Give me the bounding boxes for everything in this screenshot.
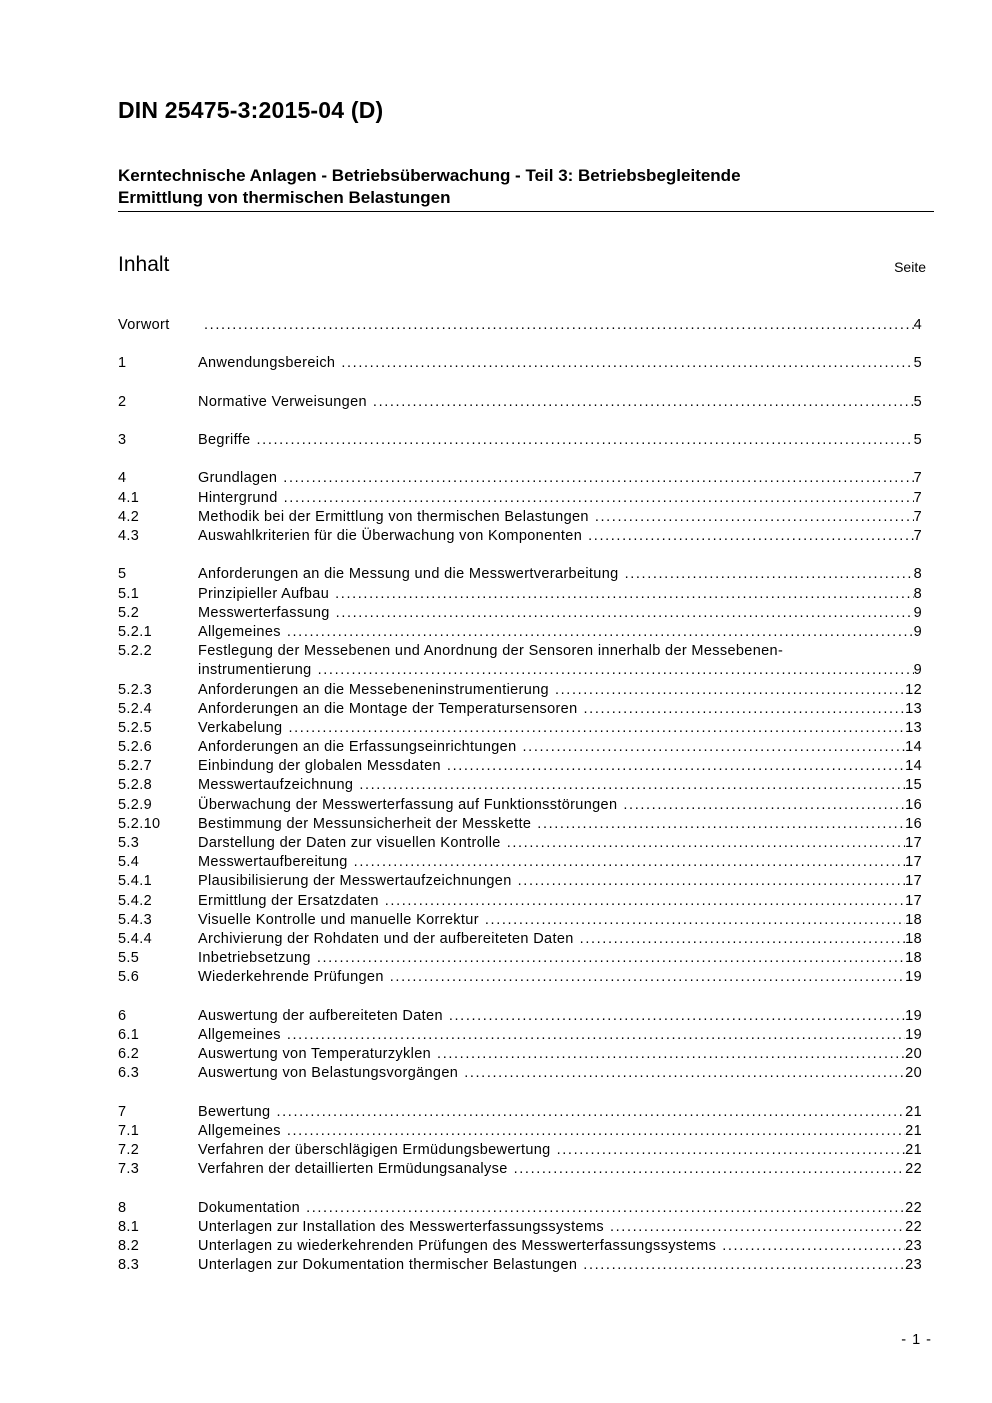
toc-dot-leader: [625, 565, 914, 584]
toc-entry-page: 7: [913, 528, 922, 545]
toc-entry-page: 21: [905, 1103, 922, 1120]
toc-dot-leader: [584, 700, 906, 719]
document-title: [118, 165, 934, 212]
toc-entry-number: 7: [118, 1103, 127, 1120]
toc-entry-title: Messwerterfassung: [198, 604, 330, 621]
toc-entry-page: 17: [905, 854, 922, 871]
toc-entry-page: 7: [913, 508, 922, 525]
toc-dot-leader: [335, 585, 913, 604]
toc-entry[interactable]: [118, 757, 922, 776]
toc-entry-number: 4: [118, 470, 127, 487]
toc-entry[interactable]: [118, 968, 922, 987]
toc-entry[interactable]: [118, 604, 922, 623]
toc-entry-number: 5.4: [118, 854, 140, 871]
toc-entry-number: 8.1: [118, 1218, 140, 1235]
toc-entry-number: 7.3: [118, 1161, 140, 1178]
toc-entry-page: 16: [905, 815, 922, 832]
toc-entry[interactable]: [118, 1064, 922, 1083]
toc-entry[interactable]: [118, 354, 922, 373]
toc-entry-number: 5.2.6: [118, 739, 152, 756]
toc-entry-number: 7.1: [118, 1122, 140, 1139]
toc-entry-page: 22: [905, 1161, 922, 1178]
toc-entry-page: 9: [913, 623, 922, 640]
toc-entry-title: Einbindung der globalen Messdaten: [198, 758, 441, 775]
toc-entry-page: 19: [905, 969, 922, 986]
toc-entry-title: Verfahren der detaillierten Ermüdungsanalyse: [198, 1161, 508, 1178]
toc-entry-page: 22: [905, 1199, 922, 1216]
toc-dot-leader: [555, 681, 905, 700]
toc-heading: Inhalt: [118, 253, 170, 276]
toc-entry-title: Anforderungen an die Messebeneninstrumentierung: [198, 681, 549, 698]
toc-entry-title-continuation: instrumentierung: [198, 662, 312, 679]
toc-entry-title: Verkabelung: [198, 719, 283, 736]
toc-entry-number: 6.3: [118, 1065, 140, 1082]
toc-dot-leader: [447, 757, 905, 776]
toc-entry[interactable]: [118, 1237, 922, 1256]
toc-entry-number: 5.2.4: [118, 700, 152, 717]
toc-entry[interactable]: [118, 911, 922, 930]
toc-entry-number: 5.2.8: [118, 777, 152, 794]
toc-entry-number: 5.2.10: [118, 815, 161, 832]
toc-entry-title: Festlegung der Messebenen und Anordnung der Sensoren innerhalb der Messebenen-: [198, 643, 784, 660]
toc-entry-number: 7.2: [118, 1142, 140, 1159]
toc-entry[interactable]: [118, 719, 922, 738]
toc-entry[interactable]: [118, 872, 922, 891]
toc-dot-leader: [354, 853, 905, 872]
toc-entry-title: Inbetriebsetzung: [198, 950, 311, 967]
toc-entry-page: 14: [905, 758, 922, 775]
toc-entry[interactable]: [118, 1160, 922, 1179]
toc-entry-page: 20: [905, 1046, 922, 1063]
toc-dot-leader: [318, 661, 914, 680]
toc-entry-title: Prinzipieller Aufbau: [198, 585, 330, 602]
table-of-contents: [118, 316, 922, 1275]
toc-entry-page: 18: [905, 930, 922, 947]
toc-entry-title: Archivierung der Rohdaten und der aufbereiteten Daten: [198, 930, 574, 947]
toc-entry[interactable]: [118, 892, 922, 911]
toc-entry[interactable]: [118, 393, 922, 412]
toc-entry-number: 6.1: [118, 1026, 140, 1043]
toc-dot-leader: [722, 1237, 905, 1256]
toc-entry-title: Darstellung der Daten zur visuellen Kontrolle: [198, 835, 501, 852]
toc-entry[interactable]: [118, 681, 922, 700]
toc-entry-page: 5: [913, 393, 922, 410]
toc-entry-number: 6.2: [118, 1046, 140, 1063]
toc-entry-title: Normative Verweisungen: [198, 393, 367, 410]
toc-entry-number: 5.2.9: [118, 796, 152, 813]
toc-entry-number: 3: [118, 432, 127, 449]
toc-entry-page: 9: [913, 604, 922, 621]
toc-entry-title: Anwendungsbereich: [198, 355, 336, 372]
toc-entry-number: 4.3: [118, 528, 140, 545]
toc-entry-number: 5.3: [118, 835, 140, 852]
page-number: - 1 -: [901, 1332, 932, 1348]
toc-entry[interactable]: [118, 1218, 922, 1237]
toc-entry[interactable]: [118, 777, 922, 796]
toc-entry[interactable]: [118, 796, 922, 815]
toc-entry-number: 5.1: [118, 585, 140, 602]
toc-entry[interactable]: [118, 1141, 922, 1160]
document-title-line-1: Kerntechnische Anlagen - Betriebsüberwachung - Teil 3: Betriebsbegleitende: [118, 166, 741, 185]
toc-entry-number: 5: [118, 566, 127, 583]
toc-entry-number: Vorwort: [118, 316, 170, 333]
toc-entry-page: 13: [905, 719, 922, 736]
toc-entry-number: 8: [118, 1199, 127, 1216]
toc-entry[interactable]: [118, 700, 922, 719]
toc-dot-leader: [583, 1256, 905, 1275]
toc-entry-number: 6: [118, 1007, 127, 1024]
toc-dot-leader: [580, 930, 906, 949]
toc-entry-page: 14: [905, 739, 922, 756]
toc-entry[interactable]: [118, 565, 922, 584]
toc-entry[interactable]: [118, 623, 922, 642]
toc-dot-leader: [341, 354, 913, 373]
toc-entry[interactable]: [118, 815, 922, 834]
toc-entry[interactable]: [118, 834, 922, 853]
toc-entry[interactable]: [118, 1007, 922, 1026]
toc-dot-leader: [257, 431, 914, 450]
toc-entry-page: 19: [905, 1026, 922, 1043]
toc-entry-number: 5.5: [118, 950, 140, 967]
toc-entry-number: 5.4.2: [118, 892, 152, 909]
toc-entry-title: Allgemeines: [198, 1026, 281, 1043]
toc-entry-number: 5.2.2: [118, 643, 152, 660]
toc-dot-leader: [518, 872, 906, 891]
toc-entry-page: 5: [913, 432, 922, 449]
toc-dot-leader: [557, 1141, 906, 1160]
toc-entry-title: Auswertung der aufbereiteten Daten: [198, 1007, 443, 1024]
toc-entry-title: Allgemeines: [198, 1122, 281, 1139]
toc-entry-number: 5.2.5: [118, 719, 152, 736]
toc-dot-leader: [336, 604, 914, 623]
toc-dot-leader: [537, 815, 905, 834]
toc-entry[interactable]: [118, 489, 922, 508]
toc-entry-page: 4: [913, 316, 922, 333]
toc-entry-title: Methodik bei der Ermittlung von thermischen Belastungen: [198, 508, 589, 525]
toc-entry[interactable]: [118, 1045, 922, 1064]
toc-entry[interactable]: [118, 642, 922, 661]
toc-entry-title: Plausibilisierung der Messwertaufzeichnungen: [198, 873, 512, 890]
toc-dot-leader: [595, 508, 914, 527]
toc-entry-page: 7: [913, 470, 922, 487]
toc-entry-number: 5.2.3: [118, 681, 152, 698]
toc-dot-leader: [623, 796, 905, 815]
toc-dot-leader: [306, 1199, 905, 1218]
toc-dot-leader: [288, 719, 905, 738]
toc-entry[interactable]: [118, 527, 922, 546]
toc-entry-title: Grundlagen: [198, 470, 278, 487]
toc-entry-number: 8.2: [118, 1237, 140, 1254]
document-id: DIN 25475-3:2015-04 (D): [118, 97, 384, 123]
toc-entry-title: Unterlagen zur Installation des Messwerterfassungssystems: [198, 1218, 604, 1235]
toc-entry-title: Verfahren der überschlägigen Ermüdungsbewertung: [198, 1142, 551, 1159]
document-title-line-2: Ermittlung von thermischen Belastungen: [118, 188, 451, 207]
toc-dot-leader: [610, 1218, 905, 1237]
toc-entry-page: 7: [913, 489, 922, 506]
toc-entry-title: Bestimmung der Messunsicherheit der Messkette: [198, 815, 532, 832]
toc-dot-leader: [287, 623, 914, 642]
toc-entry-number: 8.3: [118, 1257, 140, 1274]
toc-dot-leader: [276, 1103, 905, 1122]
toc-entry-title: Auswertung von Belastungsvorgängen: [198, 1065, 459, 1082]
toc-entry-title: Hintergrund: [198, 489, 278, 506]
toc-entry-title: Visuelle Kontrolle und manuelle Korrektur: [198, 911, 479, 928]
toc-entry[interactable]: [118, 1103, 922, 1122]
toc-entry-number: 5.2.1: [118, 623, 152, 640]
toc-entry-page: 15: [905, 777, 922, 794]
toc-dot-leader: [287, 1026, 905, 1045]
toc-entry-page: 23: [905, 1257, 922, 1274]
toc-entry[interactable]: [118, 853, 922, 872]
toc-entry[interactable]: [118, 930, 922, 949]
toc-entry-number: 4.2: [118, 508, 140, 525]
toc-entry-page: 9: [913, 662, 922, 679]
toc-dot-leader: [390, 968, 905, 987]
toc-dot-leader: [359, 776, 905, 795]
toc-entry[interactable]: [118, 585, 922, 604]
toc-entry-title: Dokumentation: [198, 1199, 301, 1216]
toc-entry-page: 20: [905, 1065, 922, 1082]
toc-entry-title: Auswahlkriterien für die Überwachung von Komponenten: [198, 528, 583, 545]
toc-entry-page: 18: [905, 911, 922, 928]
toc-entry[interactable]: [118, 949, 922, 968]
toc-entry-page: 22: [905, 1218, 922, 1235]
toc-dot-leader: [464, 1064, 905, 1083]
toc-entry-page: 16: [905, 796, 922, 813]
toc-dot-leader: [485, 911, 905, 930]
toc-entry-number: 5.4.4: [118, 930, 152, 947]
toc-entry[interactable]: [118, 1256, 922, 1275]
toc-entry-page: 13: [905, 700, 922, 717]
toc-dot-leader: [204, 316, 914, 335]
toc-entry-title: Bewertung: [198, 1103, 271, 1120]
toc-entry-title: Unterlagen zur Dokumentation thermischer Belastungen: [198, 1257, 578, 1274]
toc-entry-title: Ermittlung der Ersatzdaten: [198, 892, 379, 909]
toc-entry-title: Anforderungen an die Messung und die Messwertverarbeitung: [198, 566, 619, 583]
toc-entry-number: 5.2: [118, 604, 140, 621]
toc-entry-title: Auswertung von Temperaturzyklen: [198, 1046, 432, 1063]
toc-entry-number: 2: [118, 393, 127, 410]
toc-entry-title: Anforderungen an die Montage der Temperatursensoren: [198, 700, 578, 717]
toc-page-column-label: Seite: [894, 259, 926, 275]
toc-entry-page: 23: [905, 1237, 922, 1254]
toc-entry-title: Anforderungen an die Erfassungseinrichtungen: [198, 739, 517, 756]
toc-entry-continuation[interactable]: [118, 661, 922, 680]
toc-entry-page: 21: [905, 1142, 922, 1159]
toc-entry-title: Messwertaufbereitung: [198, 854, 348, 871]
toc-entry-page: 12: [905, 681, 922, 698]
toc-dot-leader: [283, 469, 913, 488]
toc-dot-leader: [284, 489, 914, 508]
toc-entry-title: Unterlagen zu wiederkehrenden Prüfungen des Messwerterfassungssystems: [198, 1237, 717, 1254]
toc-entry-page: 5: [913, 355, 922, 372]
toc-entry-title: Allgemeines: [198, 623, 281, 640]
toc-entry-page: 8: [913, 585, 922, 602]
toc-entry-page: 18: [905, 950, 922, 967]
toc-entry-page: 17: [905, 835, 922, 852]
toc-dot-leader: [507, 834, 905, 853]
toc-dot-leader: [514, 1160, 906, 1179]
toc-entry-number: 5.4.1: [118, 873, 152, 890]
toc-dot-leader: [317, 949, 905, 968]
toc-entry-title: Begriffe: [198, 432, 251, 449]
toc-entry[interactable]: [118, 1122, 922, 1141]
toc-entry-number: 5.6: [118, 969, 140, 986]
toc-dot-leader: [287, 1122, 905, 1141]
toc-dot-leader: [588, 527, 913, 546]
toc-entry-number: 1: [118, 355, 127, 372]
toc-dot-leader: [523, 738, 906, 757]
toc-entry-page: 19: [905, 1007, 922, 1024]
toc-entry-number: 4.1: [118, 489, 140, 506]
toc-entry-page: 21: [905, 1122, 922, 1139]
toc-entry[interactable]: [118, 1026, 922, 1045]
toc-dot-leader: [373, 393, 914, 412]
toc-entry-number: 5.4.3: [118, 911, 152, 928]
toc-entry-page: 17: [905, 892, 922, 909]
toc-entry[interactable]: [118, 470, 922, 489]
toc-entry-page: 8: [913, 566, 922, 583]
toc-entry-number: 5.2.7: [118, 758, 152, 775]
toc-entry-page: 17: [905, 873, 922, 890]
toc-entry[interactable]: [118, 1199, 922, 1218]
toc-entry[interactable]: [118, 316, 922, 335]
toc-dot-leader: [449, 1007, 905, 1026]
toc-dot-leader: [385, 892, 905, 911]
toc-entry-title: Wiederkehrende Prüfungen: [198, 969, 384, 986]
toc-entry[interactable]: [118, 738, 922, 757]
toc-entry-title: Messwertaufzeichnung: [198, 777, 354, 794]
toc-entry[interactable]: [118, 431, 922, 450]
toc-entry-title: Überwachung der Messwerterfassung auf Funktionsstörungen: [198, 796, 618, 813]
toc-dot-leader: [437, 1045, 905, 1064]
toc-entry[interactable]: [118, 508, 922, 527]
